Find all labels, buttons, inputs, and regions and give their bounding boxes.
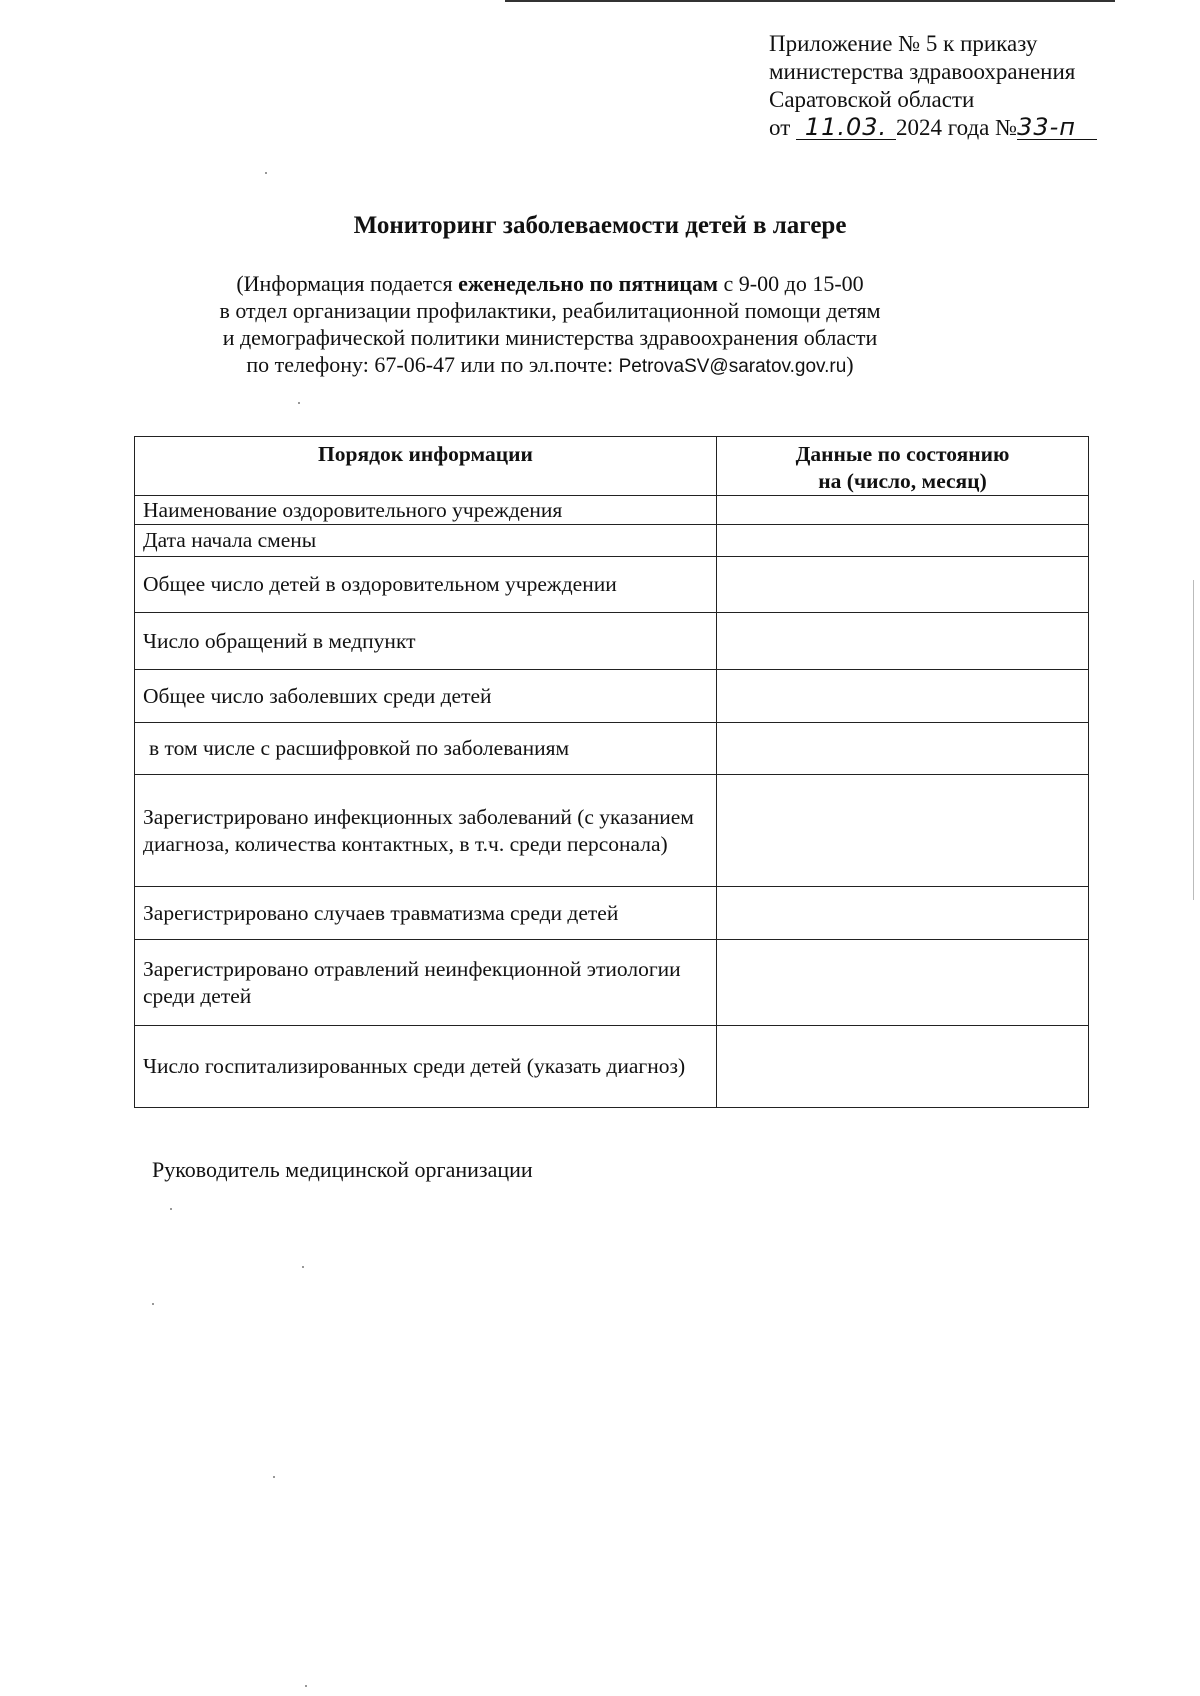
row-label: Зарегистрировано отравлений неинфекционной этиологии среди детей (135, 940, 717, 1026)
scan-speck (273, 1476, 275, 1478)
row-label: Зарегистрировано инфекционных заболеваний (с указанием диагноза, количества контактных, в т.ч. среди персонала) (135, 775, 717, 887)
scan-edge-line-right (1193, 580, 1194, 900)
table-row (135, 723, 1089, 775)
table-row (135, 557, 1089, 613)
row-value-cell[interactable] (717, 775, 1089, 887)
row-value-cell[interactable] (717, 525, 1089, 557)
note-email: PetrovaSV@saratov.gov.ru (618, 356, 847, 377)
table-row (135, 613, 1089, 670)
handwritten-number: 33-п (1017, 113, 1076, 141)
date-prefix: от (769, 115, 791, 140)
table-row (135, 775, 1089, 887)
table-row (135, 525, 1089, 557)
header-data-line-1: Данные по состоянию (795, 442, 1010, 466)
scan-speck (302, 1266, 304, 1268)
row-label: Общее число детей в оздоровительном учреждении (135, 557, 717, 613)
scan-speck (298, 402, 300, 404)
row-label: Зарегистрировано случаев травматизма среди детей (135, 887, 717, 940)
page-title: Мониторинг заболеваемости детей в лагере (353, 212, 847, 239)
note-open: (Информация подается (236, 271, 453, 296)
number-field (1017, 113, 1097, 141)
region-line: Саратовской области (769, 87, 975, 112)
row-value-cell[interactable] (717, 670, 1089, 723)
row-value-cell[interactable] (717, 887, 1089, 940)
row-label: Число обращений в медпункт (135, 613, 717, 670)
scan-speck (305, 1685, 307, 1687)
row-value-cell[interactable] (717, 557, 1089, 613)
submission-note (150, 270, 950, 380)
table-header-row (135, 437, 1089, 496)
row-value-cell[interactable] (717, 723, 1089, 775)
note-phone: по телефону: 67-06-47 или по эл.почте: (246, 352, 614, 377)
order-appendix-header (769, 30, 1189, 142)
note-line-3: и демографической политики министерства здравоохранения области (222, 325, 878, 350)
note-line-2: в отдел организации профилактики, реабилитационной помощи детям (219, 298, 881, 323)
row-label: Дата начала смены (135, 525, 717, 557)
header-data-state (717, 437, 1089, 496)
year-text: 2024 года № (896, 115, 1018, 140)
note-close: ) (846, 352, 854, 377)
note-time: с 9-00 до 15-00 (723, 271, 864, 296)
signature-line: Руководитель медицинской организации (152, 1157, 533, 1182)
monitoring-table (134, 436, 1089, 1108)
table-row (135, 940, 1089, 1026)
appendix-line: Приложение № 5 к приказу (769, 31, 1038, 56)
table-row (135, 496, 1089, 525)
note-bold: еженедельно по пятницам (458, 271, 719, 296)
note-line-4 (150, 351, 950, 380)
scan-speck (265, 172, 267, 174)
row-value-cell[interactable] (717, 1026, 1089, 1108)
row-label: Наименование оздоровительного учреждения (135, 496, 717, 525)
handwritten-date: 11.03. (804, 113, 888, 141)
table-row (135, 887, 1089, 940)
row-value-cell[interactable] (717, 496, 1089, 525)
header-info-order: Порядок информации (135, 437, 717, 496)
row-value-cell[interactable] (717, 940, 1089, 1026)
date-number-line (769, 114, 1189, 142)
table-row (135, 670, 1089, 723)
row-label: Общее число заболевших среди детей (135, 670, 717, 723)
scan-speck (170, 1208, 172, 1210)
scan-speck (152, 1303, 154, 1305)
date-field (796, 113, 896, 141)
note-line-1 (150, 270, 950, 297)
scan-edge-line (505, 0, 1115, 2)
table-row (135, 1026, 1089, 1108)
row-value-cell[interactable] (717, 613, 1089, 670)
row-label: в том числе с расшифровкой по заболеваниям (135, 723, 717, 775)
row-label: Число госпитализированных среди детей (указать диагноз) (135, 1026, 717, 1108)
header-data-line-2: на (число, месяц) (818, 469, 987, 493)
ministry-line: министерства здравоохранения (769, 59, 1076, 84)
